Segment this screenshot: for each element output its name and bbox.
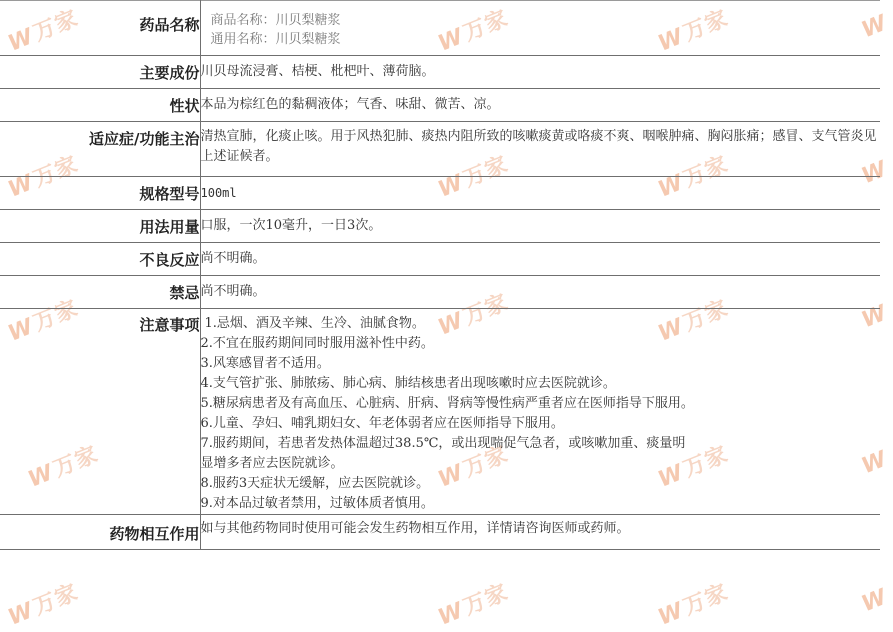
- label-ingredients: 主要成份: [0, 56, 200, 89]
- label-indications: 适应症/功能主治: [0, 122, 200, 177]
- precaution-item: 7.服药期间，若患者发热体温超过38.5℃，或出现喘促气急者，或咳嗽加重、痰量明: [200, 436, 686, 451]
- label-spec: 规格型号: [0, 177, 200, 210]
- watermark: W万家: [434, 6, 513, 57]
- label-adverse-reactions: 不良反应: [0, 243, 200, 276]
- watermark: W万家: [434, 442, 513, 493]
- row-spec: [0, 177, 880, 210]
- row-dosage: [0, 210, 880, 243]
- precaution-item: 3.风寒感冒者不适用。: [200, 356, 330, 371]
- value-contraindications: 尚不明确。: [200, 276, 880, 309]
- precaution-item: 4.支气管扩张、肺脓疡、肺心病、肺结核患者出现咳嗽时应去医院就诊。: [200, 376, 616, 391]
- row-properties: [0, 89, 880, 122]
- value-properties: 本品为棕红色的黏稠液体；气香、味甜、微苦、凉。: [200, 89, 880, 122]
- label-precautions: 注意事项: [0, 309, 200, 515]
- precaution-item: 显增多者应去医院就诊。: [200, 456, 344, 471]
- label-properties: 性状: [0, 89, 200, 122]
- watermark: W万家: [654, 6, 733, 57]
- row-ingredients: [0, 56, 880, 89]
- row-indications: [0, 122, 880, 177]
- precaution-item: 2.不宜在服药期间同时服用滋补性中药。: [200, 336, 434, 351]
- row-adverse-reactions: [0, 243, 880, 276]
- watermark: W万家: [434, 152, 513, 203]
- row-drug-interactions: [0, 515, 880, 550]
- label-contraindications: 禁忌: [0, 276, 200, 309]
- watermark: W: [858, 156, 892, 190]
- value-drug-name: [200, 1, 880, 56]
- value-adverse-reactions: 尚不明确。: [200, 243, 880, 276]
- value-drug-interactions: 如与其他药物同时使用可能会发生药物相互作用，详情请咨询医师或药师。: [200, 515, 880, 550]
- trade-name: 商品名称：川贝梨糖浆: [210, 13, 341, 28]
- watermark: W万家: [4, 296, 83, 347]
- watermark: W: [858, 300, 892, 334]
- watermark: W万家: [24, 442, 103, 493]
- watermark: W万家: [4, 6, 83, 57]
- value-precautions: [200, 309, 880, 515]
- watermark: W万家: [654, 580, 733, 631]
- watermark: W万家: [434, 290, 513, 341]
- value-dosage: 口服，一次10毫升，一日3次。: [200, 210, 880, 243]
- precaution-item: 5.糖尿病患者及有高血压、心脏病、肝病、肾病等慢性病严重者应在医师指导下服用。: [200, 396, 694, 411]
- watermark: W万家: [434, 580, 513, 631]
- label-dosage: 用法用量: [0, 210, 200, 243]
- precaution-item: 8.服药3天症状无缓解，应去医院就诊。: [200, 476, 430, 491]
- watermark: W: [858, 10, 892, 44]
- precaution-item: 9.对本品过敏者禁用，过敏体质者慎用。: [200, 496, 434, 511]
- watermark: W: [858, 584, 892, 618]
- row-contraindications: [0, 276, 880, 309]
- watermark: W万家: [654, 296, 733, 347]
- watermark: W: [858, 446, 892, 480]
- precaution-item: 6.儿童、孕妇、哺乳期妇女、年老体弱者应在医师指导下服用。: [200, 416, 564, 431]
- common-name: 通用名称：川贝梨糖浆: [210, 32, 341, 47]
- watermark: W万家: [4, 580, 83, 631]
- row-drug-name: [0, 1, 880, 56]
- label-drug-interactions: 药物相互作用: [0, 515, 200, 550]
- precaution-item: 1.忌烟、酒及辛辣、生冷、油腻食物。: [204, 316, 425, 331]
- row-precautions: [0, 309, 880, 515]
- watermark: W万家: [654, 152, 733, 203]
- label-drug-name: 药品名称: [0, 1, 200, 56]
- value-ingredients: 川贝母流浸膏、桔梗、枇杷叶、薄荷脑。: [200, 56, 880, 89]
- watermark: W万家: [4, 152, 83, 203]
- watermark: W万家: [654, 442, 733, 493]
- value-spec: 100ml: [200, 177, 880, 210]
- value-indications: 清热宣肺，化痰止咳。用于风热犯肺、痰热内阻所致的咳嗽痰黄或咯痰不爽、咽喉肿痛、胸闷胀痛；感冒、支气管炎见上述证候者。: [200, 122, 880, 177]
